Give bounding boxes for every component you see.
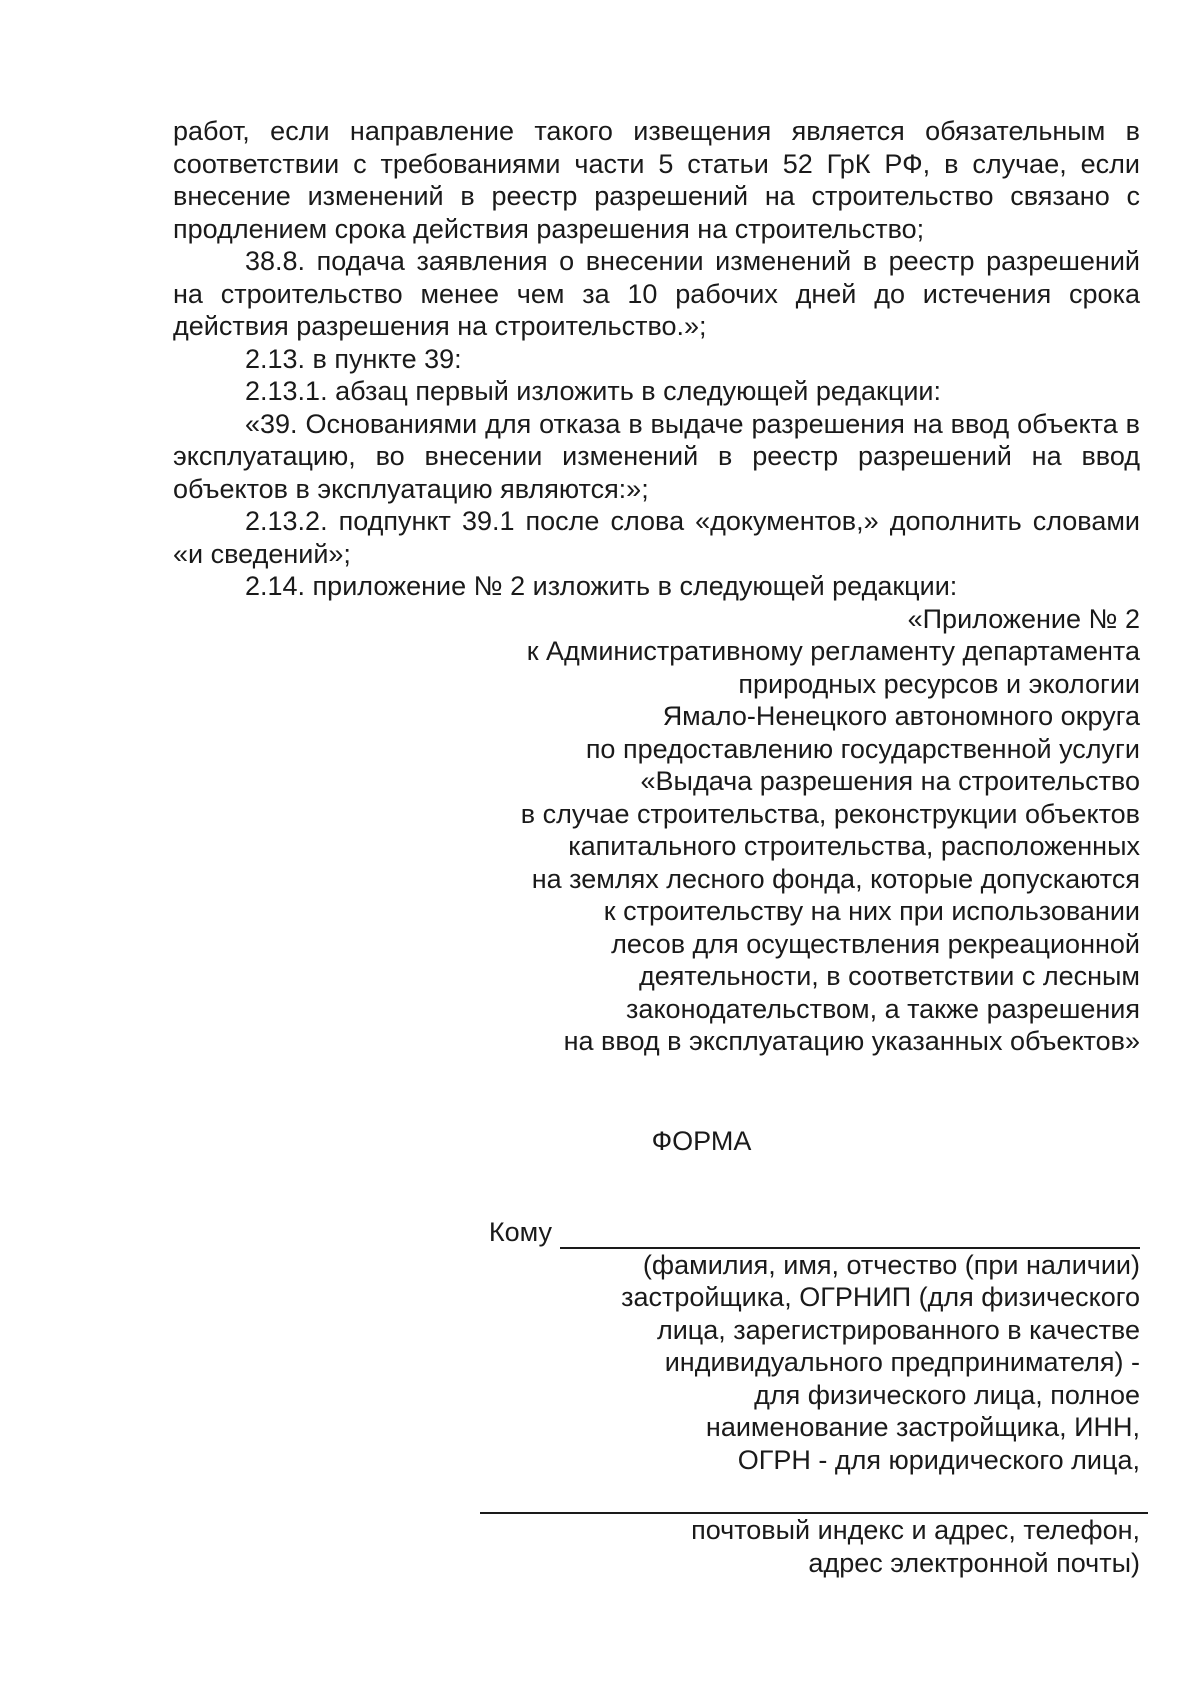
recipient-note-line: (фамилия, имя, отчество (при наличии) (642, 1249, 1140, 1280)
recipient-note-line: индивидуального предпринимателя) - (664, 1347, 1140, 1377)
recipient-note-line: для физического лица, полное (754, 1379, 1140, 1410)
appendix-line: природных ресурсов и экологии (738, 668, 1140, 699)
appendix-line: законодательством, а также разрешения (626, 993, 1140, 1024)
recipient-fill-line (560, 1220, 1140, 1249)
appendix-line: капитального строительства, расположенных (568, 831, 1140, 861)
appendix-line: «Приложение № 2 (907, 603, 1140, 634)
appendix-line: деятельности, в соответствии с лесным (639, 961, 1140, 991)
recipient-address-line: почтовый индекс и адрес, телефон, (691, 1515, 1140, 1545)
body-text (173, 115, 1140, 603)
paragraph: 2.13.2. подпункт 39.1 после слова «документов,» дополнить словами «и сведений»; (173, 506, 1140, 569)
appendix-line: к Административному регламенту департамента (526, 636, 1140, 666)
appendix-line: лесов для осуществления рекреационной (611, 928, 1140, 959)
recipient-note-line: наименование застройщика, ИНН, (705, 1412, 1140, 1442)
paragraph: 2.14. приложение № 2 изложить в следующей редакции: (245, 571, 958, 601)
appendix-line: «Выдача разрешения на строительство (640, 766, 1140, 796)
appendix-header (173, 603, 1140, 1058)
paragraph: 2.13. в пункте 39: (245, 343, 462, 374)
address-fill-line (480, 1484, 1148, 1514)
recipient-to-row (480, 1216, 1140, 1249)
appendix-line: Ямало-Ненецкого автономного округа (662, 701, 1140, 731)
appendix-line: на ввод в эксплуатацию указанных объектов» (563, 1026, 1140, 1056)
recipient-note-line: застройщика, ОГРНИП (для физического (621, 1282, 1140, 1312)
paragraph: 38.8. подача заявления о внесении изменений в реестр разрешений на строительство менее чем за 10 рабочих дней до истечения срока действия разрешения на строительство.»; (173, 246, 1140, 341)
recipient-note-line: ОГРН - для юридического лица, (737, 1444, 1140, 1475)
paragraph: 2.13.1. абзац первый изложить в следующей редакции: (245, 376, 942, 406)
appendix-line: на землях лесного фонда, которые допускаются (531, 863, 1140, 894)
document-page (173, 115, 1140, 1578)
appendix-line: к строительству на них при использовании (603, 896, 1140, 926)
appendix-line: по предоставлению государственной услуги (585, 733, 1140, 764)
appendix-line: в случае строительства, реконструкции объектов (520, 798, 1140, 829)
paragraph: работ, если направление такого извещения является обязательным в соответствии с требованиями части 5 статьи 52 ГрК РФ, в случае, если внесение изменений в реестр разрешений на строительство связано с продлением срока действия разрешения на строительство; (173, 116, 1140, 244)
recipient-to-label: Кому (488, 1217, 552, 1247)
recipient-block (480, 1216, 1140, 1579)
recipient-address-line: адрес электронной почты) (808, 1547, 1140, 1578)
recipient-note-line: лица, зарегистрированного в качестве (656, 1314, 1140, 1345)
paragraph: «39. Основаниями для отказа в выдаче разрешения на ввод объекта в эксплуатацию, во внесении изменений в реестр разрешений на ввод объектов в эксплуатацию являются:»; (173, 408, 1140, 504)
form-title: ФОРМА (651, 1126, 752, 1156)
